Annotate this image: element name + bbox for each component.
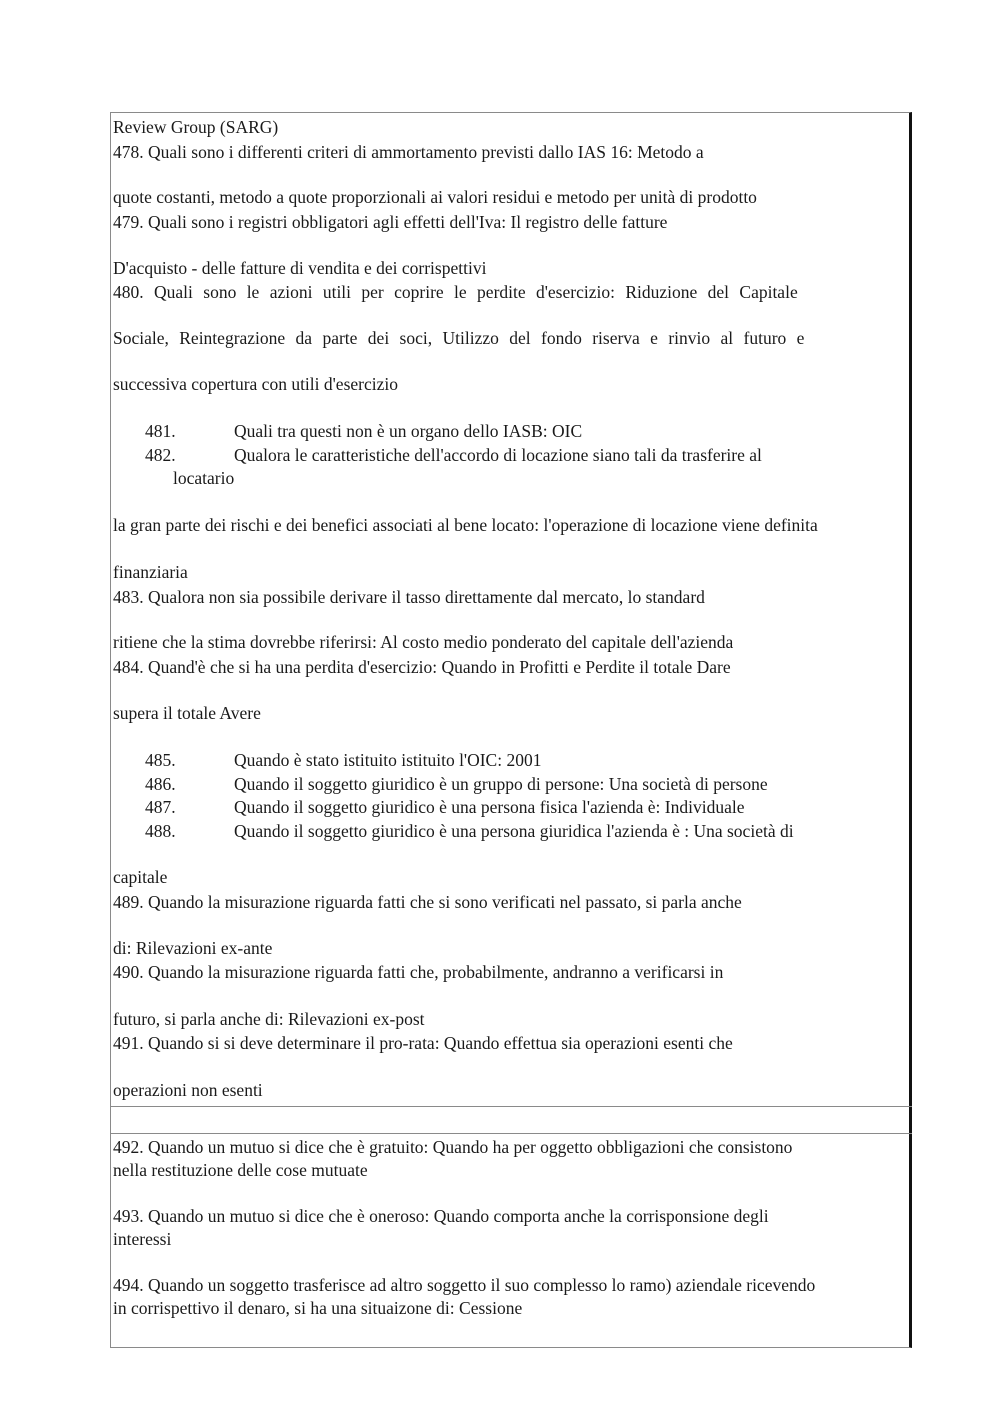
text-line: Review Group (SARG) [113,117,279,137]
answer-480: Sociale, Reintegrazione da parte dei soci, Utilizzo del fondo riserva e rinvio al futuro e [113,328,805,348]
question-483: 483. Qualora non sia possibile derivare il tasso direttamente dal mercato, lo standard [113,587,705,607]
question-494: 494. Quando un soggetto trasferisce ad altro soggetto il suo complesso lo ramo) aziendale ricevendo [113,1275,816,1295]
question-482: Qualora le caratteristiche dell'accordo di locazione siano tali da trasferire al [234,445,762,465]
question-493: 493. Quando un mutuo si dice che è oneroso: Quando comporta anche la corrisponsione degli [113,1206,769,1226]
question-488: Quando il soggetto giuridico è una persona giuridica l'azienda è : Una società di [234,821,794,841]
row-divider [110,1133,912,1134]
answer-480-cont: successiva copertura con utili d'esercizio [113,374,398,394]
item-number-488: 488. [145,821,176,841]
question-487: Quando il soggetto giuridico è una persona fisica l'azienda è: Individuale [234,797,745,817]
question-479: 479. Quali sono i registri obbligatori agli effetti dell'Iva: Il registro delle fatture [113,212,668,232]
answer-479: D'acquisto - delle fatture di vendita e dei corrispettivi [113,258,487,278]
answer-491: operazioni non esenti [113,1080,263,1100]
question-484: 484. Quand'è che si ha una perdita d'esercizio: Quando in Profitti e Perdite il totale Dare [113,657,731,677]
question-478: 478. Quali sono i differenti criteri di ammortamento previsti dallo IAS 16: Metodo a [113,142,704,162]
question-492-cont: nella restituzione delle cose mutuate [113,1160,368,1180]
question-494-cont: in corrispettivo il denaro, si ha una situaizone di: Cessione [113,1298,523,1318]
row-divider [110,1106,912,1107]
answer-484: supera il totale Avere [113,703,261,723]
answer-488: capitale [113,867,168,887]
question-481: Quali tra questi non è un organo dello IASB: OIC [234,421,583,441]
question-491: 491. Quando si si deve determinare il pro-rata: Quando effettua sia operazioni esenti che [113,1033,733,1053]
answer-478: quote costanti, metodo a quote proporzionali ai valori residui e metodo per unità di prodotto [113,187,757,207]
answer-483: ritiene che la stima dovrebbe riferirsi: Al costo medio ponderato del capitale dell'azienda [113,632,734,652]
answer-482-cont: finanziaria [113,562,188,582]
item-number-487: 487. [145,797,176,817]
item-number-482: 482. [145,445,176,465]
question-485: Quando è stato istituito istituito l'OIC: 2001 [234,750,542,770]
answer-490: futuro, si parla anche di: Rilevazioni ex-post [113,1009,425,1029]
answer-482: la gran parte dei rischi e dei benefici associati al bene locato: l'operazione di locazione viene definita [113,515,818,535]
question-480: 480. Quali sono le azioni utili per coprire le perdite d'esercizio: Riduzione del Capitale [113,282,798,302]
question-486: Quando il soggetto giuridico è un gruppo di persone: Una società di persone [234,774,768,794]
question-482-cont: locatario [173,468,235,488]
item-number-486: 486. [145,774,176,794]
question-493-cont: interessi [113,1229,172,1249]
question-490: 490. Quando la misurazione riguarda fatti che, probabilmente, andranno a verificarsi in [113,962,724,982]
item-number-485: 485. [145,750,176,770]
question-489: 489. Quando la misurazione riguarda fatti che si sono verificati nel passato, si parla anche [113,892,742,912]
question-492: 492. Quando un mutuo si dice che è gratuito: Quando ha per oggetto obbligazioni che consistono [113,1137,793,1157]
item-number-481: 481. [145,421,176,441]
answer-489: di: Rilevazioni ex-ante [113,938,273,958]
